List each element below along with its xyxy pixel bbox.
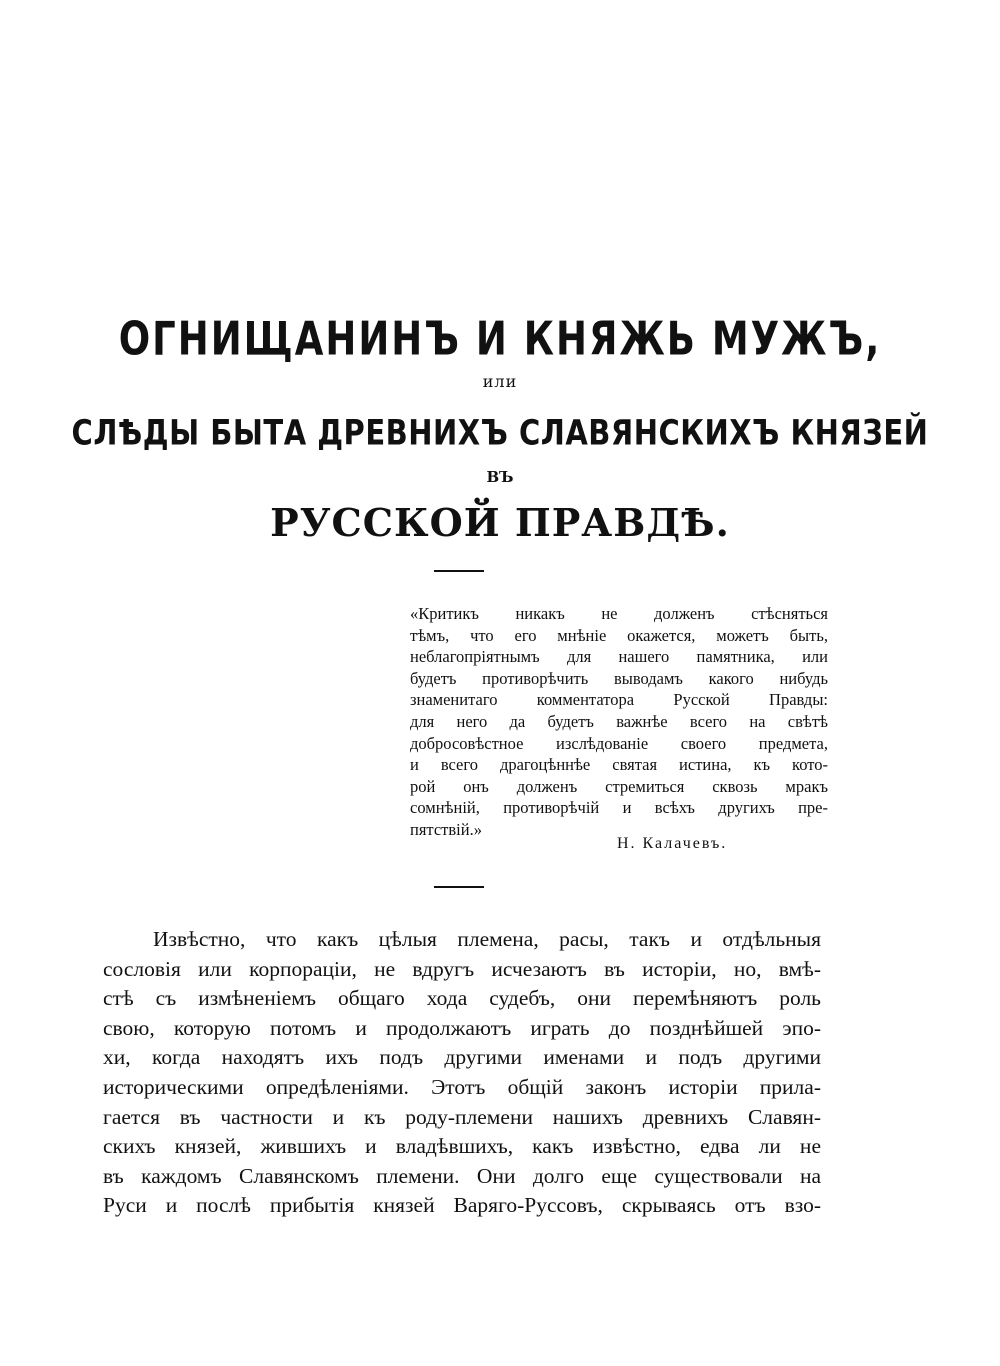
epigraph-line: рой онъ долженъ стремиться сквозь мракъ [410,776,828,796]
epigraph-line: пятствій.» [410,819,482,839]
body-line: Руси и послѣ прибытія князей Варяго-Руссовъ, скрываясь отъ взо- [103,1193,821,1218]
epigraph-line: будетъ противорѣчить выводамъ какого нибудь [410,668,828,688]
title-line-subtitle: СЛѢДЫ БЫТА ДРЕВНИХЪ СЛАВЯНСКИХЪ КНЯЗЕЙ [71,412,929,453]
body-line: Извѣстно, что какъ цѣлыя племена, расы, такъ и отдѣльныя [153,927,821,951]
body-line: стѣ съ измѣненіемъ общаго хода судебъ, они перемѣняютъ роль [103,986,821,1011]
divider-rule-top [434,570,484,572]
body-line: сословія или корпораціи, не вдругъ исчезаютъ въ исторіи, но, вмѣ- [103,956,821,981]
epigraph [410,603,828,841]
epigraph-line: «Критикъ никакъ не долженъ стѣсняться [410,604,828,623]
epigraph-line: добросовѣстное изслѣдованіе своего предмета, [410,733,828,753]
epigraph-line: тѣмъ, что его мнѣніе окажется, можетъ быть, [410,625,828,645]
body-line: гается въ частности и къ роду-племени нашихъ древнихъ Славян- [103,1104,821,1129]
epigraph-line: сомнѣній, противорѣчій и всѣхъ другихъ пре- [410,798,828,818]
body-line: скихъ князей, жившихъ и владѣвшихъ, какъ извѣстно, едва ли не [103,1134,821,1159]
divider-rule-bottom [434,886,484,888]
body-line: свою, которую потомъ и продолжаютъ играть до позднѣйшей эпо- [103,1015,821,1040]
title-line-preposition: ВЪ [486,468,514,486]
title-line-main: ОГНИЩАНИНЪ И КНЯЖЬ МУЖЪ, [118,312,882,366]
title-line-conjunction: или [482,372,518,391]
epigraph-line: и всего драгоцѣннѣе святая истина, къ кото- [410,755,828,775]
body-line: хи, когда находятъ ихъ подъ другими именами и подъ другими [103,1045,821,1070]
epigraph-line: для него да будетъ важнѣе всего на свѣтѣ [410,711,828,731]
epigraph-author: Н. Калачевъ. [617,835,728,852]
body-paragraph [103,925,821,1221]
body-line: въ каждомъ Славянскомъ племени. Они долго еще существовали на [103,1163,821,1188]
body-line: историческими опредѣленіями. Этотъ общій законъ исторіи прила- [103,1074,821,1099]
epigraph-line: неблагопріятнымъ для нашего памятника, или [410,647,828,667]
epigraph-line: знаменитаго комментатора Русской Правды: [410,690,828,710]
title-line-final: РУССКОЙ ПРАВДѢ. [270,500,730,545]
